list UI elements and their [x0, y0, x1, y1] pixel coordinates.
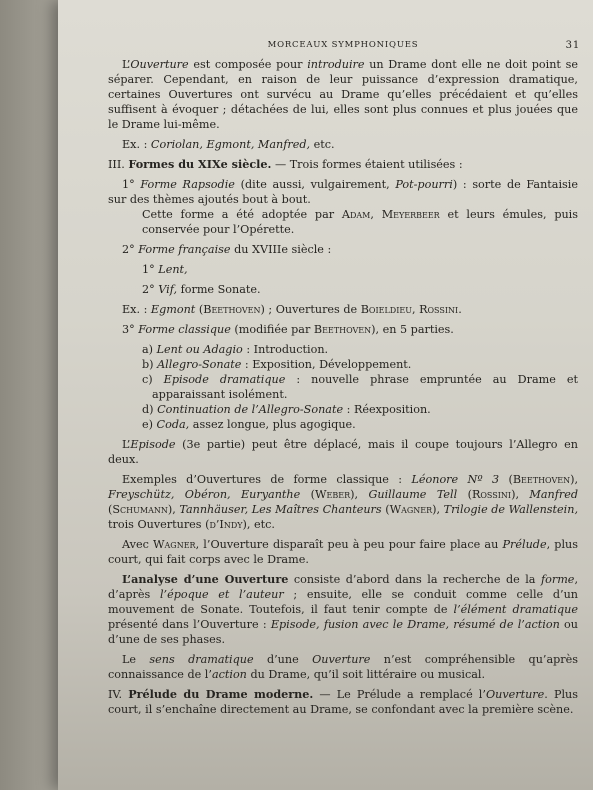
text-run: etc. — [310, 138, 335, 151]
text-run: Lent ou Adagio — [156, 343, 243, 356]
form-classique — [108, 322, 578, 337]
text-run: ), etc. — [242, 518, 275, 531]
text-run: Rossini — [471, 488, 512, 501]
text-run: Formes du XIXe siècle. — [128, 157, 272, 171]
text-run: ) : sorte de Fantaisie sur des thèmes ajoutés bout à bout. — [108, 178, 578, 206]
text-run: . — [458, 303, 462, 316]
text-run: Exemples d’Ouvertures de forme classique : — [122, 473, 412, 486]
text-run: (dite aussi, vulgairement, — [234, 178, 396, 191]
text-run: présenté dans l’Ouverture : — [108, 618, 271, 631]
text-run: , plus court, qui fait corps avec le Drame. — [108, 538, 578, 566]
text-run: ( — [499, 473, 513, 486]
text-run: l’époque et l’auteur — [159, 588, 284, 601]
text-run: III. — [108, 158, 129, 171]
text-run: ( — [300, 488, 316, 501]
text-run: 1° — [122, 178, 141, 191]
form-classique-part-b — [108, 357, 578, 372]
text-run: Cette forme a été adoptée par — [142, 208, 342, 221]
text-run: Egmont — [150, 303, 196, 316]
text-run: 1° — [142, 263, 159, 276]
text-run: L’ — [122, 58, 131, 71]
text-run: ( — [108, 503, 113, 516]
form-classique-part-e — [108, 417, 578, 432]
text-run: , l’Ouverture disparaît peu à peu pour faire place au — [195, 538, 503, 551]
paragraph-overture-intro — [108, 57, 578, 132]
form-francaise-part-1 — [108, 262, 578, 277]
text-run: Forme classique — [138, 323, 231, 336]
form-francaise-part-2 — [108, 282, 578, 297]
text-run: l’élément dramatique — [453, 603, 578, 616]
text-run: : Introduction. — [242, 343, 329, 356]
form-rapsodie — [108, 177, 578, 207]
text-run: Continuation de l’Allegro-Sonate — [157, 403, 344, 416]
episode-note — [108, 437, 578, 467]
text-run: Schumann — [112, 503, 168, 516]
form-classique-part-d — [108, 402, 578, 417]
text-run: , d’après — [108, 573, 578, 601]
text-run: Episode — [130, 438, 176, 451]
wagner-note — [108, 537, 578, 567]
form-rapsodie-adoption — [108, 207, 578, 237]
text-run: Freyschütz, Obéron, Euryanthe — [108, 488, 301, 501]
text-run: Adam — [341, 208, 371, 221]
text-run: L’analyse d’une Ouverture — [122, 572, 289, 586]
text-run: , — [411, 303, 420, 316]
text-run: un Drame dont elle ne doit point se séparer. Cependant, en raison de leur puissance d’expression dramatique, certaines Ouvertures ont survécu au Drame qu’elles précédaient et qu’elles suffisent à évoquer ; détachées de lui, elles sont plus connues et plus jouées que le Drame lui-même. — [108, 58, 578, 131]
text-run: Ouverture — [485, 688, 545, 701]
text-run: Manfred — [529, 488, 579, 501]
text-run: d’une — [253, 653, 313, 666]
text-run: Wagner — [389, 503, 433, 516]
text-run: ), — [432, 503, 444, 516]
text-run: d) — [142, 403, 158, 416]
text-run: Avec — [122, 538, 154, 551]
text-run: sens dramatique — [149, 653, 254, 666]
text-run: Episode, fusion avec le Drame, résumé de l’action — [270, 618, 560, 631]
dramatic-sense-paragraph — [108, 652, 578, 682]
text-run: : nouvelle phrase empruntée au Drame et apparaissant isolément. — [152, 373, 578, 401]
running-head-title: MORCEAUX SYMPHONIQUES — [267, 40, 419, 50]
text-run: ), — [350, 488, 369, 501]
text-run: ) ; Ouvertures de — [260, 303, 361, 316]
book-page — [58, 0, 593, 790]
overture-examples — [108, 137, 578, 152]
text-run: Tannhäuser, Les Maîtres Chanteurs — [179, 503, 382, 516]
text-run: forme Sonate. — [177, 283, 261, 296]
text-run: ), en 5 parties. — [371, 323, 454, 336]
form-francaise — [108, 242, 578, 257]
text-run: Wagner — [153, 538, 196, 551]
text-run: Coda, — [156, 418, 190, 431]
text-run: 2° — [142, 283, 159, 296]
text-run: Coriolan, Egmont, Manfred, — [150, 138, 311, 151]
text-run: — Le Prélude a remplacé l’ — [313, 688, 486, 701]
page-number: 31 — [565, 40, 580, 51]
running-head — [108, 38, 578, 53]
form-francaise-examples — [108, 302, 578, 317]
text-run: ( — [195, 303, 204, 316]
text-run: consiste d’abord dans la recherche de la — [288, 573, 541, 586]
text-run: ), — [167, 503, 180, 516]
text-run: action — [211, 668, 247, 681]
text-run: introduire — [307, 58, 365, 71]
text-run: Pot-pourri — [395, 178, 453, 191]
text-run: : Réexposition. — [343, 403, 431, 416]
text-run: 3° — [122, 323, 139, 336]
text-run: ou d’une de ses phases. — [108, 618, 578, 646]
text-run: b) — [142, 358, 158, 371]
text-run: et leurs émules, puis conservée pour l’Opérette. — [142, 208, 578, 236]
section-heading-iii — [108, 157, 578, 172]
text-run: ( — [457, 488, 472, 501]
text-run: 2° — [122, 243, 139, 256]
text-run: Léonore Nº 3 — [411, 473, 500, 486]
text-run: (3e partie) peut être déplacé, mais il coupe toujours l’Allegro en deux. — [108, 438, 578, 466]
text-run: : Exposition, Développement. — [241, 358, 412, 371]
text-run: Forme française — [138, 243, 231, 256]
analysis-paragraph — [108, 572, 578, 647]
text-run: Meyerbeer — [381, 208, 440, 221]
text-run: Trilogie de Wallenstein, — [443, 503, 578, 516]
text-run: Boieldieu — [360, 303, 412, 316]
text-run: est composée pour — [188, 58, 308, 71]
text-run: Prélude du Drame moderne. — [128, 687, 314, 701]
text-run: . Plus court, il s’enchaîne directement au Drame, se confondant avec la première scène. — [108, 688, 578, 716]
text-run: trois Ouvertures ( — [108, 518, 210, 531]
text-run: Forme Rapsodie — [140, 178, 235, 191]
text-run: Ouverture — [130, 58, 189, 71]
text-run: Beethoven — [313, 323, 372, 336]
text-run: ), — [511, 488, 530, 501]
text-run: Beethoven — [203, 303, 261, 316]
classic-overture-examples — [108, 472, 578, 532]
text-run: n’est compréhensible qu’après connaissance de l’ — [108, 653, 578, 681]
text-run: Ouverture — [312, 653, 371, 666]
text-run: IV. — [108, 688, 129, 701]
text-run: , — [370, 208, 382, 221]
page-text — [108, 38, 578, 717]
form-classique-part-c — [108, 372, 578, 402]
text-run: L’ — [122, 438, 131, 451]
section-heading-iv — [108, 687, 578, 717]
form-classique-part-a — [108, 342, 578, 357]
text-run: ), — [570, 473, 578, 486]
text-run: Weber — [315, 488, 351, 501]
text-run: — Trois formes étaient utilisées : — [271, 158, 463, 171]
text-run: forme — [540, 573, 575, 586]
text-run: Prélude — [502, 538, 547, 551]
text-run: e) — [142, 418, 157, 431]
text-run: Episode dramatique — [163, 373, 286, 386]
text-run: du XVIIIe siècle : — [230, 243, 332, 256]
text-run: Beethoven — [512, 473, 571, 486]
text-run: Lent, — [158, 263, 188, 276]
text-run: a) — [142, 343, 157, 356]
text-run: Vif, — [158, 283, 178, 296]
text-run: ( — [381, 503, 390, 516]
text-run: (modifiée par — [230, 323, 314, 336]
text-run: du Drame, qu’il soit littéraire ou musical. — [246, 668, 486, 681]
text-run: ; ensuite, elle se conduit comme celle d’un mouvement de Sonate. Toutefois, il faut tenir compte de — [108, 588, 578, 616]
text-run: d’Indy — [209, 518, 243, 531]
text-run: Allegro-Sonate — [157, 358, 242, 371]
text-run: Ex. : — [122, 303, 151, 316]
text-run: Ex. : — [122, 138, 151, 151]
text-run: c) — [142, 373, 164, 386]
text-run: Le — [122, 653, 150, 666]
text-run: assez longue, plus agogique. — [189, 418, 356, 431]
text-run: Guillaume Tell — [368, 488, 458, 501]
text-run: Rossini — [419, 303, 459, 316]
